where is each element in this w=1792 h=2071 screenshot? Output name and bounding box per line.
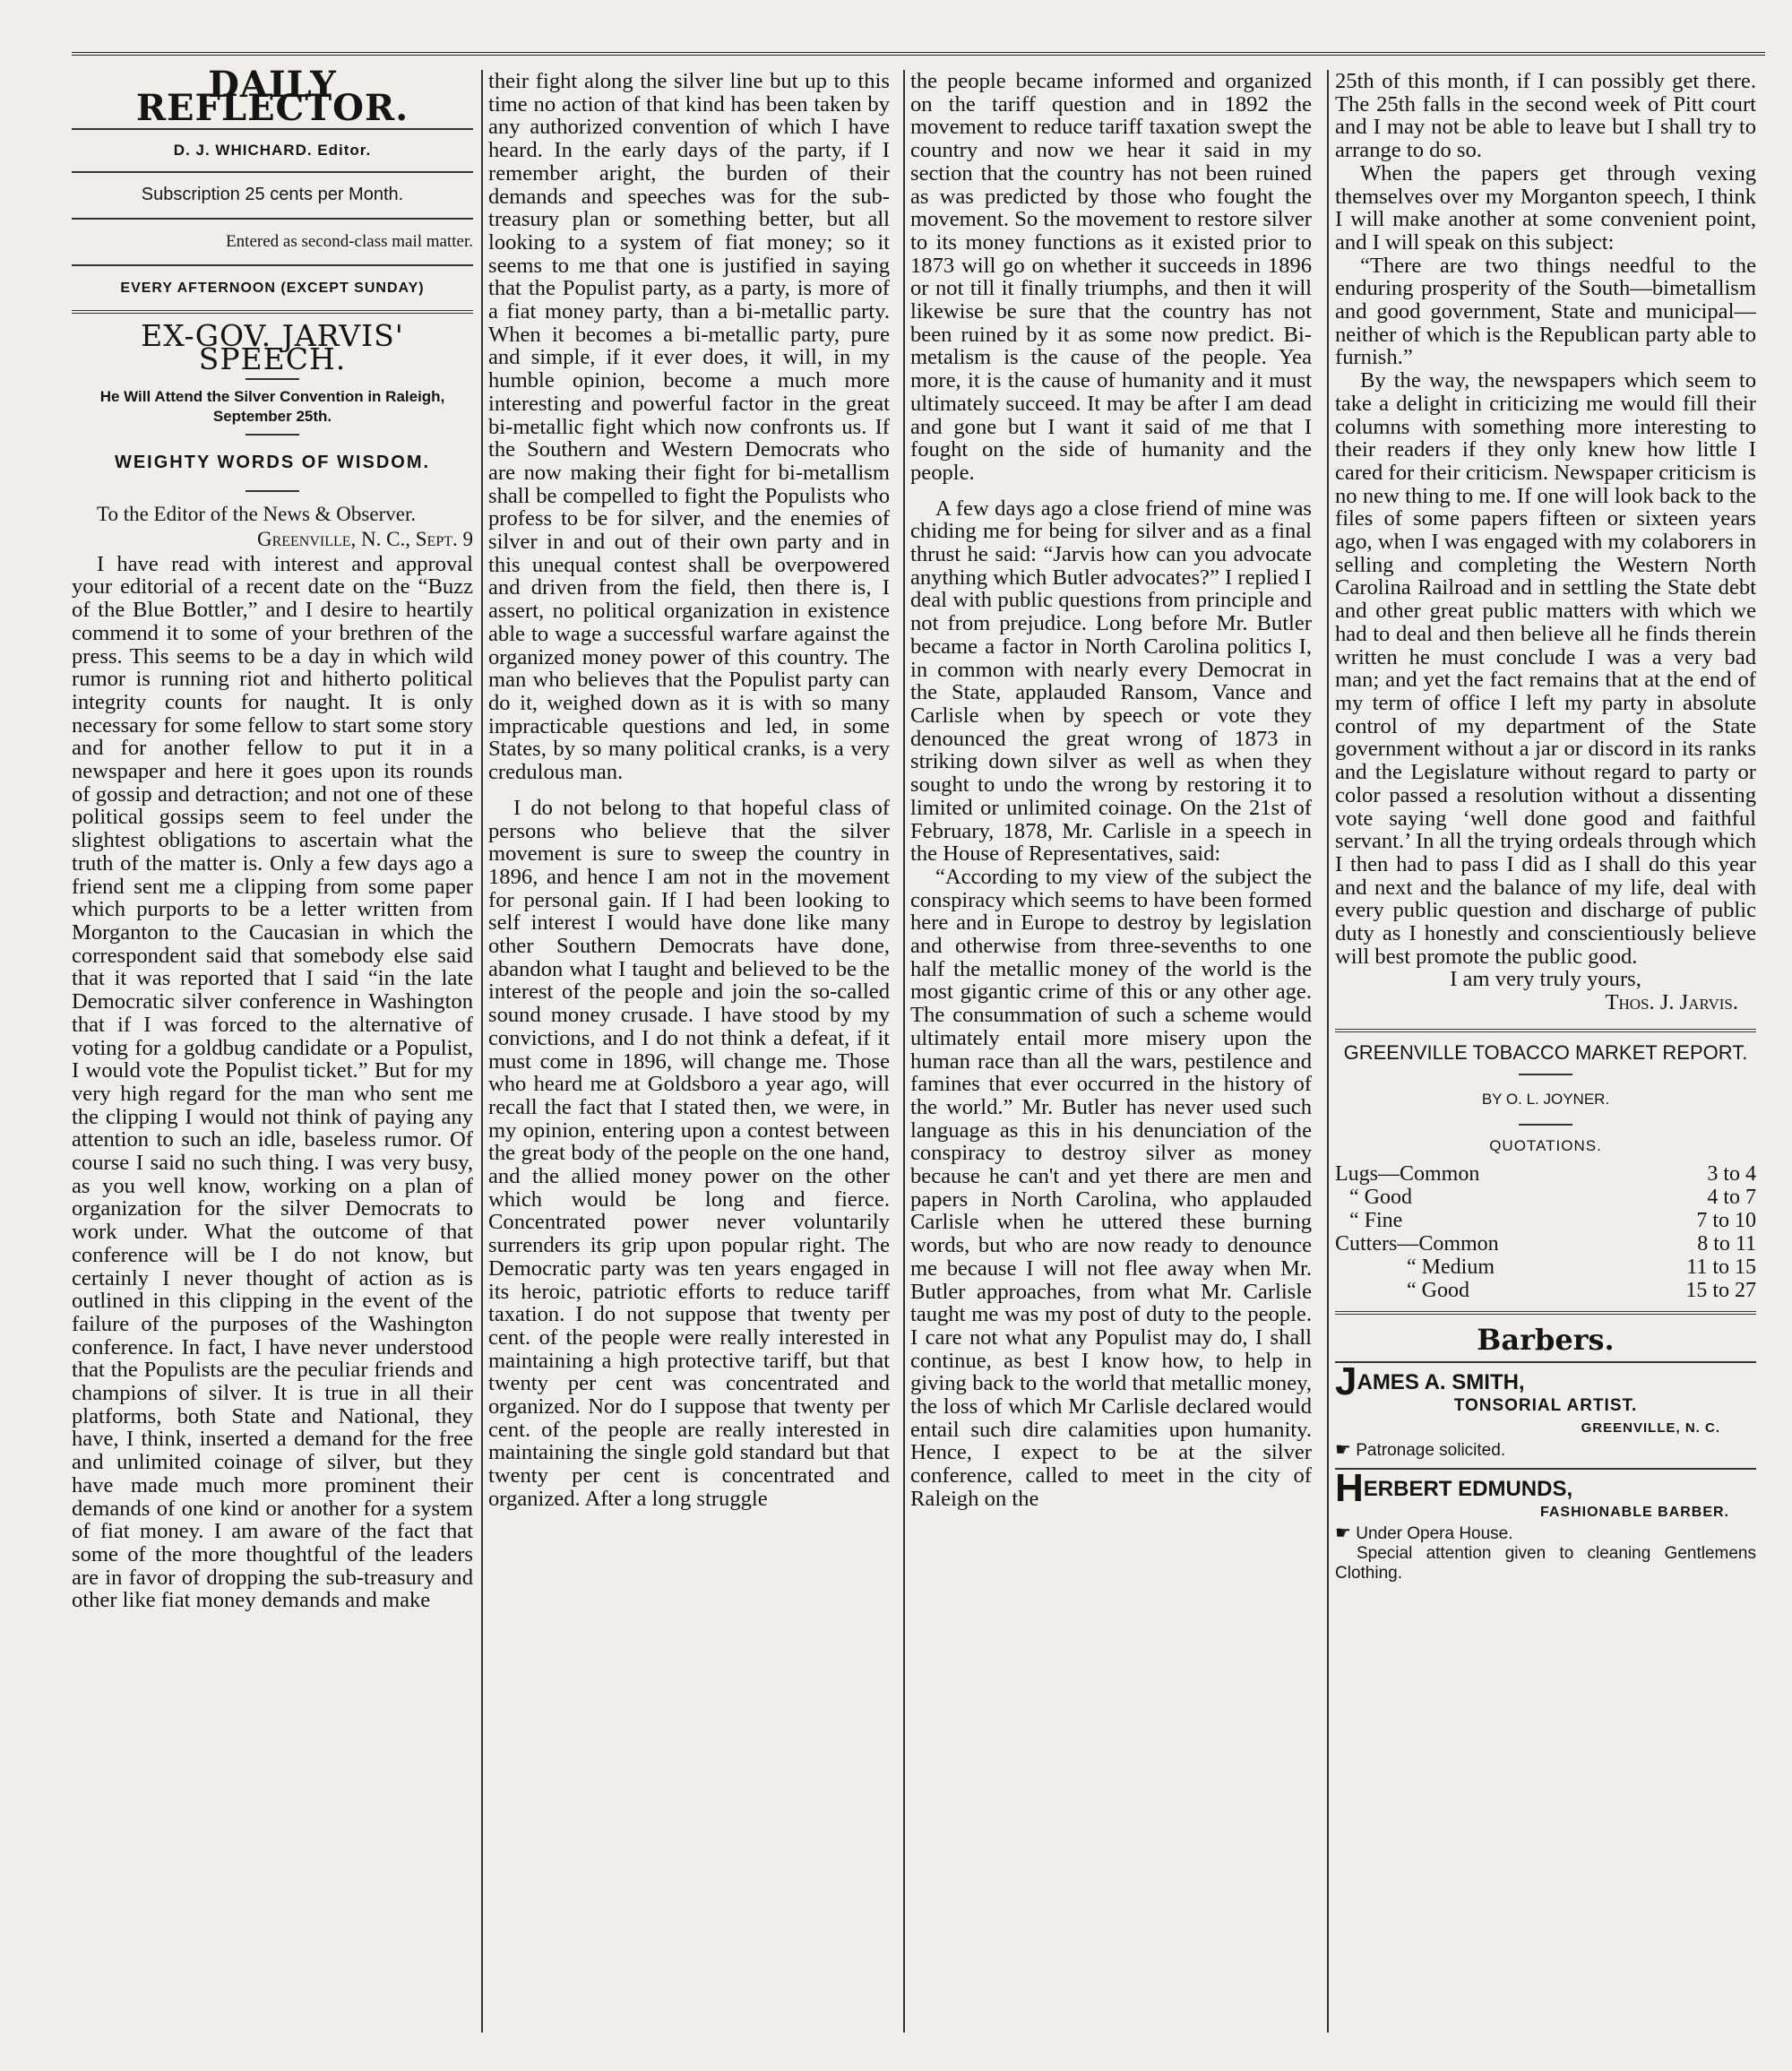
- divider: [246, 378, 299, 380]
- article-quote: “There are two things needful to the enduring prosperity of the South—bimetallism and good government, State and municipal—neither of which is the Republican party able to furnish.”: [1335, 253, 1756, 370]
- divider: [72, 218, 473, 220]
- newspaper-page: [63, 47, 1765, 2049]
- divider: [246, 434, 299, 436]
- divider: [1335, 1311, 1756, 1315]
- divider: [72, 171, 473, 173]
- quote-label: Cutters—Common: [1335, 1232, 1499, 1256]
- masthead-subscription: Subscription 25 cents per Month.: [141, 185, 404, 205]
- article-closing: I am very truly yours,: [1450, 967, 1641, 992]
- market-byline: BY O. L. JOYNER.: [1481, 1090, 1610, 1108]
- article-paragraph: their fight along the silver line but up to this time no action of that kind has been taken by any authorized convention of which I have heard. In the early days of the party, if I remember aright, the burden of their demands and speeches was for the sub-treasury plan or something better, but all looking to a system of fiat money; so it seems to me that one is justified in saying that the Populist party, as a party, is more of a fiat money party, than a bi-metallic party. When it becomes a bi-metallic party, pure and simple, if it ever does, it will, in my humble opinion, become a much more interesting and powerful factor in the great bi-metallic fight which now confronts us. If the Southern and Western Democrats who are now making their fight for bi-metallism shall be compelled to fight the Populists who profess to be for silver, and the enemies of silver in and out of their own party and in this unequal contest shall be overpowered and driven from the field, then there is, I assert, no political organization in existence able to wage a successful warfare against the organized money power of this country. The man who believes that the Populist party can do it, weighed down as it is with so many impracticable questions and led, in some States, by so many political cranks, is a very credulous man.: [488, 70, 890, 785]
- ad-name-rest: AMES A. SMITH,: [1357, 1369, 1525, 1394]
- article-dateline: Greenville, N. C., Sept. 9: [256, 528, 473, 551]
- column-4: [1335, 70, 1756, 2037]
- quote-label: Lugs—Common: [1335, 1162, 1480, 1187]
- quote-label: “ Good: [1349, 1186, 1412, 1210]
- quote-label: “ Medium: [1407, 1256, 1495, 1280]
- market-title: GREENVILLE TOBACCO MARKET REPORT.: [1343, 1040, 1748, 1064]
- article-paragraph: A few days ago a close friend of mine was chiding me for being for silver and as a final thrust he said: “Jarvis how can you advocate anything which Butler advocates?” I replied I deal with public questions from principle and not from prejudice. Long before Mr. Butler became a factor in North Carolina politics I, in common with nearly every Democrat in the State, applauded Ransom, Vance and Carlisle when by speech or vote they denounced the great wrong of 1873 in striking down silver as well as when they sought to undo the wrong by restoring it to limited or unlimited coinage. On the 21st of February, 1878, Mr. Carlisle in a speech in the House of Representatives, said:: [910, 496, 1312, 867]
- article-paragraph: When the papers get through vexing themselves over my Morganton speech, I think I will make another at some convenient point, and I will speak on this subject:: [1335, 160, 1756, 255]
- divider: [72, 264, 473, 266]
- quote-label: “ Good: [1407, 1279, 1469, 1303]
- ad-note-line: [1335, 1440, 1756, 1461]
- quote-label: “ Fine: [1349, 1209, 1403, 1233]
- divider: [1335, 1468, 1756, 1470]
- pointing-hand-icon: ☛: [1335, 1440, 1351, 1461]
- table-row: [1335, 1162, 1756, 1186]
- ad-name-rest: ERBERT EDMUNDS,: [1363, 1477, 1573, 1502]
- column-rule: [481, 70, 483, 2032]
- column-3: [910, 70, 1312, 2037]
- article-paragraph: I do not belong to that hopeful class of persons who believe that the silver movement is sure to sweep the country in 1896, and hence I am not in the movement for personal gain. If I had been looking to self interest I would have done like many other Southern Democrats have done, abandon what I taught and believed to be the interest of the people and join the so-called sound money crusade. I have stood by my convictions, and I do not think a defeat, if it must come in 1896, will change me. Those who heard me at Goldsboro a year ago, will recall the fact that I stated then, we were, in my opinion, entering upon a contest between the great body of the people on the one hand, and the allied money power on the other which would be long and fierce. Concentrated power never voluntarily surrenders its grip upon popular right. The Democratic party was ten years engaged in its heroic, patriotic efforts to reduce tariff taxation. I do not suppose that twenty per cent. of the people were really interested in maintaining a high protective tariff, but that twenty per cent was concentrated and organized. Nor do I suppose that twenty per cent. of the people are really interested in maintaining the single gold standard but that twenty per cent is concentrated and organized. After a long struggle: [488, 795, 890, 1511]
- table-row: [1335, 1256, 1756, 1279]
- quote-value: 7 to 10: [1696, 1209, 1756, 1233]
- column-1: [72, 70, 473, 2037]
- ad-location: GREENVILLE, N. C.: [1581, 1420, 1720, 1437]
- ad-note: Patronage solicited.: [1356, 1441, 1506, 1461]
- table-row: [1335, 1232, 1756, 1256]
- divider: [1335, 1361, 1756, 1363]
- quotations-label: QUOTATIONS.: [1489, 1136, 1602, 1154]
- article-paragraph: 25th of this month, if I can possibly get there. The 25th falls in the second week of Pitt court and I may not be able to leave but I shall try to arrange to do so.: [1335, 70, 1756, 163]
- divider: [1519, 1124, 1572, 1126]
- ad-initial: H: [1335, 1466, 1364, 1511]
- article-quote: “According to my view of the subject the conspiracy which seems to have been formed here and in Europe to destroy by legislation and otherwise from three-sevenths to one half the metallic money of the world is the most gigantic crime of this or any other age. The consummation of such a scheme would ultimately entail more misery upon the human race than all the wars, pestilence and famines that ever occurred in the history of the world.” Mr. Butler has never used such language as this in his denunciation of the conspiracy to destroy silver as money because he can't and yet there are men and papers in North Carolina, who applauded Carlisle when he uttered these burning words, but who are now ready to denounce me because I will not flee away when Mr. Butler approaches, from what Mr. Carlisle taught me was my post of duty to the people. I care not what any Populist may do, I shall continue, as best I know how, to help in giving back to the world that metallic money, the loss of which Mr Carlisle declared would entail such dire calamities upon humanity. Hence, I expect to be at the silver conference, called to meet in the city of Raleigh on the: [910, 864, 1312, 1511]
- article-headline: EX-GOV. JARVIS' SPEECH.: [141, 318, 404, 376]
- ad-initial: J: [1335, 1359, 1357, 1403]
- quote-value: 3 to 4: [1707, 1162, 1756, 1187]
- article-salutation: To the Editor of the News & Observer.: [97, 503, 417, 526]
- article-subhead-2: WEIGHTY WORDS OF WISDOM.: [114, 452, 431, 472]
- divider: [246, 490, 299, 492]
- masthead-schedule: EVERY AFTERNOON (EXCEPT SUNDAY): [120, 280, 425, 296]
- article-paragraph: I have read with interest and approval your editorial of a recent date on the “Buzz of the Blue Bottler,” and I desire to heartily commend it to some of your brethren of the press. This seems to be a day in which wild rumor is running riot and hitherto political integrity counts for naught. It is only necessary for some fellow to start some story and for another fellow to put it in a newspaper and here it goes upon its rounds of gossip and detraction; and not one of these political gossips seem to feel under the slightest obligations to ascertain what the truth of the matter is. Only a few days ago a friend sent me a clipping from some paper which purports to be a letter written from Morganton to the Caucasian in which the correspondent said that somebody else said that it was reported that I said “in the late Democratic silver conference in Washington that if I was forced to the alternative of voting for a goldbug candidate or a Populist, I would vote the Populist ticket.” But for my very high regard for the man who sent me the clipping I would not think of paying any attention to such an idle, baseless rumor. Of course I said no such thing. I was very busy, as you well know, working on a plan of organization for the silver Democrats to work under. What the outcome of that conference will be I do not know, but certainly I never thought of action as is outlined in this clipping in the event of the failure of the purposes of the Washington conference. In fact, I have never understood that the Populists are the peculiar friends and champions of silver. It is true in all their platforms, both State and National, they have, I think, inserted a demand for the free and unlimited coinage of silver, but they have made much more prominent their demands of one kind or another for a system of fiat money. I am aware of the fact that some of the more thoughtful of the leaders are in favor of dropping the sub-treasury and other like fiat money demands and make: [72, 551, 473, 1613]
- divider: [72, 128, 473, 130]
- article-signature: Thos. J. Jarvis.: [1605, 990, 1738, 1015]
- quote-value: 4 to 7: [1707, 1186, 1756, 1210]
- barber-ad-smith: [1335, 1359, 1756, 1461]
- barbers-heading: Barbers.: [1477, 1323, 1615, 1358]
- article-subhead: He Will Attend the Silver Convention in Raleigh, September 25th.: [99, 387, 445, 425]
- ad-title: FASHIONABLE BARBER.: [1539, 1504, 1729, 1520]
- masthead-title: DAILY REFLECTOR.: [135, 70, 409, 129]
- table-row: [1335, 1279, 1756, 1302]
- ad-location-note: Under Opera House.: [1356, 1524, 1513, 1544]
- ad-note: Special attention given to cleaning Gentlemens Clothing.: [1335, 1544, 1756, 1583]
- divider: [1335, 1029, 1756, 1032]
- quotations-table: [1335, 1162, 1756, 1302]
- column-rule: [903, 70, 905, 2032]
- article-paragraph: the people became informed and organized on the tariff question and in 1892 the movement to reduce tariff taxation swept the country and now we hear it said in my section that the country has not been ruined as was predicted by those who fought the movement. So the movement to restore silver to its money functions as it existed prior to 1873 will go on whether it succeeds in 1896 or not till it finally triumphs, and then it will likewise be sure that the country has not been ruined by it as some now predict. Bi-metalism is the cause of the people. Yea more, it is the cause of humanity and it must ultimately succeed. It may be after I am dead and gone but I want it said of me that I fought on the side of humanity and the people.: [910, 70, 1312, 485]
- column-2: [488, 70, 890, 2037]
- table-row: [1335, 1209, 1756, 1232]
- divider: [72, 310, 473, 314]
- pointing-hand-icon: ☛: [1335, 1523, 1351, 1544]
- table-row: [1335, 1186, 1756, 1209]
- masthead-editor: D. J. WHICHARD. Editor.: [173, 142, 372, 160]
- quote-value: 15 to 27: [1685, 1279, 1756, 1303]
- ad-name: [1335, 1466, 1756, 1511]
- ad-location-line: [1335, 1523, 1756, 1544]
- barber-ad-edmunds: [1335, 1466, 1756, 1583]
- quote-value: 11 to 15: [1686, 1256, 1756, 1280]
- quote-value: 8 to 11: [1697, 1232, 1756, 1256]
- article-paragraph: By the way, the newspapers which seem to take a delight in criticizing me would fill their columns with something more interesting to their readers if they only knew how little I cared for their criticism. Newspaper criticism is no new thing to me. If one will look back to the files of some papers fifteen or sixteen years ago, when I was engaged with my colaborers in selling and completing the Western North Carolina Railroad and in settling the State debt and other great public matters with which we had to deal and then believe all he finds therein written he must conclude I was a very bad man; and yet the fact remains that at the end of my term of office I left my party in absolute control of my department of the State government without a jar or discord in its ranks and the Legislature without regard to party or color passed a resolution without a dissenting vote saying ‘well done good and faithful servant.’ In all the trying ordeals through which I then had to pass I did as I shall do this year and next and the balance of my life, deal with every public question and discharge of public duty as I honestly and conscientiously believe will best promote the public good.: [1335, 368, 1756, 969]
- ad-title: TONSORIAL ARTIST.: [1453, 1395, 1638, 1415]
- ad-name: [1335, 1359, 1756, 1403]
- top-rule: [72, 52, 1765, 60]
- divider: [1519, 1074, 1572, 1075]
- masthead-entered: Entered as second-class mail matter.: [226, 231, 473, 251]
- column-rule: [1327, 70, 1329, 2032]
